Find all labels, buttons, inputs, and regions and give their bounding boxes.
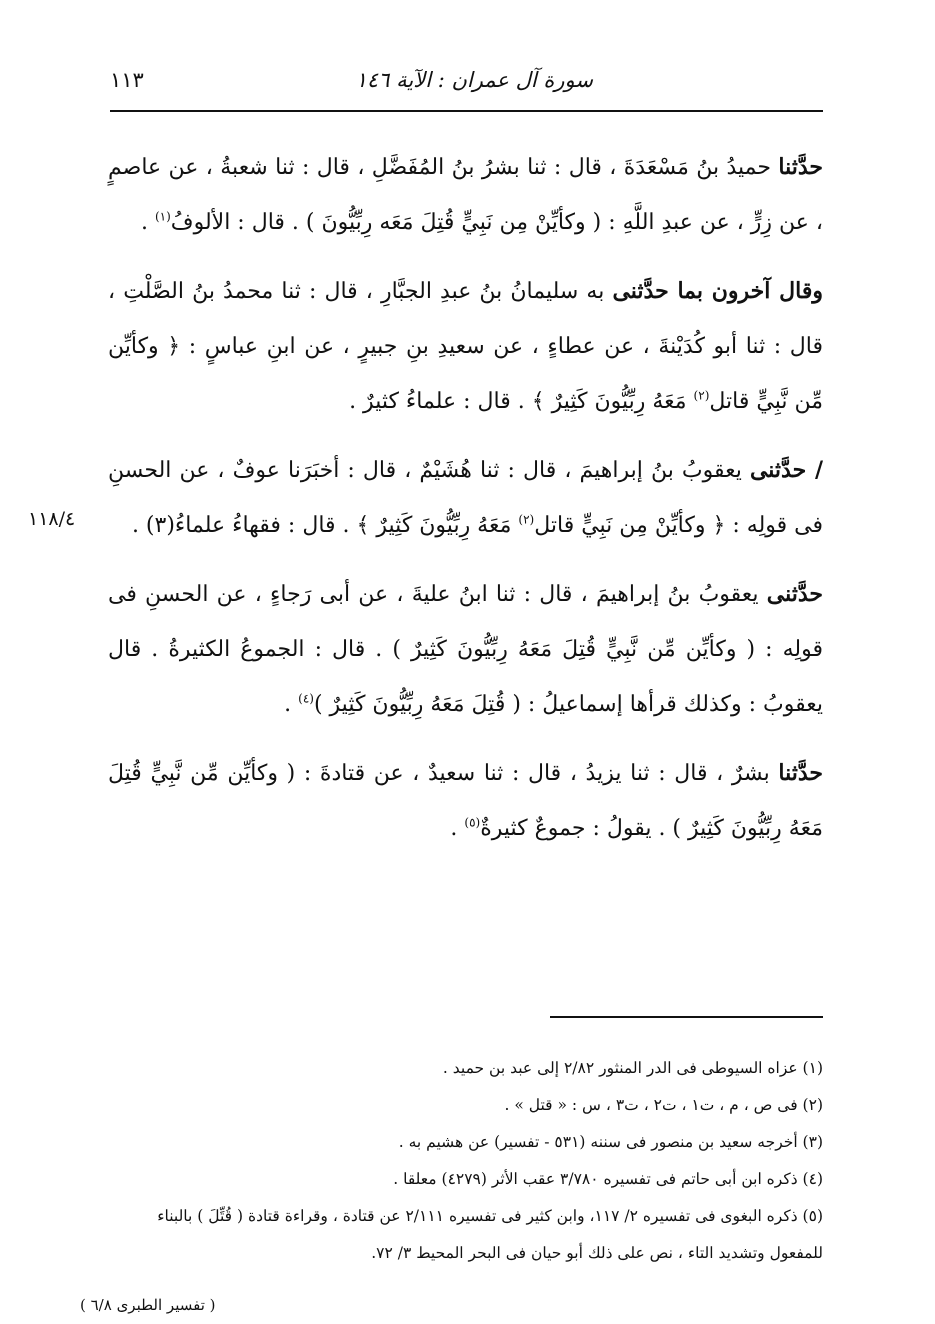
paragraph-intro: حدَّثنا [778, 760, 823, 786]
paragraph-tail: . [140, 210, 155, 235]
footer-signature: ( تفسير الطبرى ٦/٨ ) [80, 1296, 216, 1314]
paragraph-tail: . [450, 816, 465, 841]
paragraph-marker: / [806, 457, 823, 483]
footnote-rule [550, 1016, 823, 1018]
footnote-ref: (٥) [464, 815, 481, 830]
footnotes [108, 1050, 823, 1272]
paragraph-intro: وقال آخرون بما حدَّثنى [612, 278, 823, 304]
footnote-5: (٥) ذكره البغوى فى تفسيره ٢/ ١١٧، وابن كثير فى تفسيره ٢/١١١ عن قتادة ، وقراءة قتادة ( قُتِّلَ ) بالبناء للمفعول وتشديد التاء ، نص على ذلك أبو حيان فى البحر المحيط ٣/ ٧٢. [157, 1207, 823, 1262]
paragraph [108, 264, 823, 429]
paragraph [108, 443, 823, 553]
paragraph [108, 140, 823, 250]
footnote-4: (٤) ذكره ابن أبى حاتم فى تفسيره ٣/٧٨٠ عقب الأثر (٤٢٧٩) معلقا . [393, 1170, 823, 1188]
paragraph-text: بشرٌ ، قال : ثنا يزيدُ ، قال : ثنا سعيدٌ ، عن قتادةَ : ( وكأيِّن مِّن نَّبِيٍّ قُتِلَ مَعَهُ رِبِّيُّونَ كَثِيرٌ ) . يقولُ : جموعٌ كثيرةٌ [108, 761, 823, 841]
margin-reference: ١١٨/٤ [28, 508, 76, 530]
main-text [108, 140, 823, 870]
paragraph [108, 746, 823, 856]
running-title: سورة آل عمران : الآية ١٤٦ [355, 68, 593, 92]
paragraph [108, 567, 823, 732]
footnote-ref: (١) [154, 209, 171, 224]
paragraph-text: يعقوبُ بنُ إبراهيمَ ، قال : ثنا هُشَيْمٌ ، قال : أخبَرَنا عوفٌ ، عن الحسنِ فى قولِه : ﴿ وكأيِّنْ مِن نَبِيٍّ قاتل [108, 458, 823, 538]
paragraph-tail: مَعَهُ رِبِّيُّونَ كَثِيرٌ ﴾ . قال : علماءُ كثيرٌ . [349, 389, 694, 414]
paragraph-text: به سليمانُ بنُ عبدِ الجبَّارِ ، قال : ثنا محمدُ بنُ الصَّلْتِ ، قال : ثنا أبو كُدَيْنةَ ، عن عطاءٍ ، عن سعيدِ بنِ جبيرٍ ، عن ابنِ عباسٍ : ﴿ وكأيِّن مِّن نَّبِيٍّ قاتل [108, 279, 823, 414]
footnote-ref: (٢) [518, 512, 535, 527]
footnote-ref: (٤) [298, 691, 314, 706]
paragraph-intro: حدَّثنى [749, 457, 807, 483]
footnote-3: (٣) أخرجه سعيد بن منصور فى سننه (٥٣١ - تفسير) عن هشيم به . [398, 1133, 823, 1151]
footnote-ref: (٢) [693, 388, 710, 403]
paragraph-intro: حدَّثنى [766, 581, 823, 607]
paragraph-tail: . [284, 692, 299, 717]
page-header [110, 62, 823, 102]
paragraph-intro: حدَّثنا [778, 154, 823, 180]
paragraph-text: حميدُ بنُ مَسْعَدَةَ ، قال : ثنا بشرُ بنُ المُفَضَّلِ ، قال : ثنا شعبةُ ، عن عاصمٍ ، عن زِرٍّ ، عن عبدِ اللَّهِ : ( وكأيِّنْ مِن نَبِيٍّ قُتِلَ مَعَه رِبِّيُّونَ ) . قال : الألوفُ [108, 155, 823, 235]
header-rule [110, 110, 823, 112]
footnote-1: (١) عزاه السيوطى فى الدر المنثور ٢/٨٢ إلى عبد بن حميد . [442, 1059, 823, 1077]
paragraph-text: يعقوبُ بنُ إبراهيمَ ، قال : ثنا ابنُ عليةَ ، عن أبى رَجاءٍ ، عن الحسنِ فى قولِه : ( وكأيِّن مِّن نَّبِيٍّ قُتِلَ مَعَهُ رِبِّيُّونَ كَثِيرٌ ) . قال : الجموعُ الكثيرةُ . قال يعقوبُ : وكذلك قرأها إسماعيلُ : ( قُتِلَ مَعَهُ رِبِّيُّونَ كَثِيرٌ ) [108, 582, 823, 717]
page-number: ١١٣ [110, 68, 144, 92]
footnote-2: (٢) فى ص ، م ، ت١ ، ت٢ ، ت٣ ، س : « قتل » . [504, 1096, 823, 1114]
paragraph-tail: مَعَهُ رِبِّيُّونَ كَثِيرٌ ﴾ . قال : فقهاءُ علماءُ(٣) . [131, 513, 519, 538]
